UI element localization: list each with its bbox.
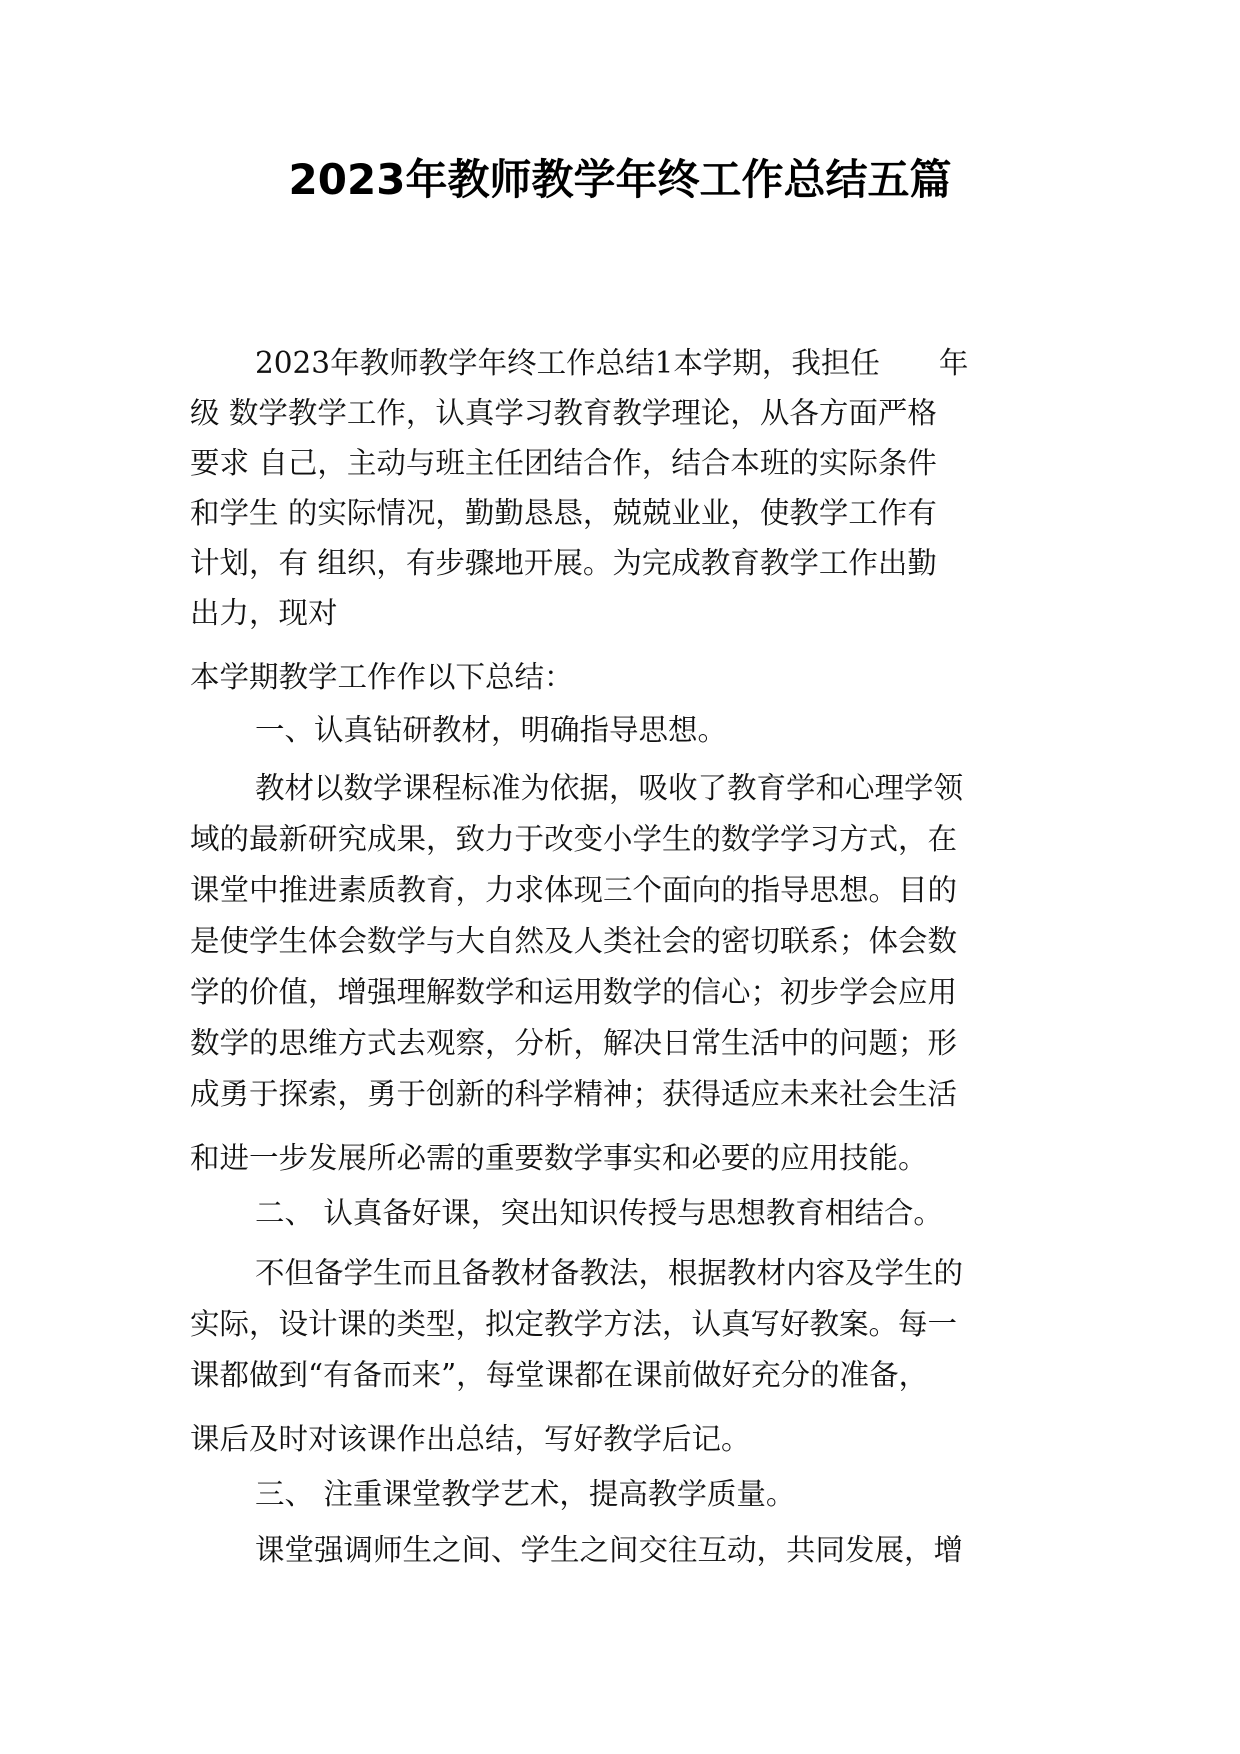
paragraph-line: 出力，现对 <box>190 596 338 630</box>
paragraph-line: 成勇于探索，勇于创新的科学精神；获得适应未来社会生活 <box>190 1077 958 1111</box>
paragraph-line: 课堂强调师生之间、学生之间交往互动，共同发展，增 <box>255 1533 964 1567</box>
paragraph-line: 计划，有 组织，有步骤地开展。为完成教育教学工作出勤 <box>190 546 937 580</box>
section-heading: 二、 认真备好课，突出知识传授与思想教育相结合。 <box>255 1196 943 1230</box>
paragraph-line: 2023年教师教学年终工作总结1本学期，我担任 年 <box>255 346 969 380</box>
paragraph-line: 课堂中推进素质教育，力求体现三个面向的指导思想。目的 <box>190 873 958 907</box>
paragraph-line: 课都做到“有备而来”，每堂课都在课前做好充分的准备， <box>190 1358 929 1392</box>
paragraph-line: 课后及时对该课作出总结，写好教学后记。 <box>190 1422 751 1456</box>
paragraph-line: 和学生 的实际情况，勤勤恳恳，兢兢业业，使教学工作有 <box>190 496 937 530</box>
paragraph-line: 不但备学生而且备教材备教法，根据教材内容及学生的 <box>255 1256 964 1290</box>
paragraph-line: 本学期教学工作作以下总结： <box>190 660 574 694</box>
paragraph-line: 要求 自己，主动与班主任团结合作，结合本班的实际条件 <box>190 446 937 480</box>
paragraph-line: 是使学生体会数学与大自然及人类社会的密切联系；体会数 <box>190 924 958 958</box>
paragraph-line: 域的最新研究成果，致力于改变小学生的数学学习方式，在 <box>190 822 958 856</box>
section-heading: 三、 注重课堂教学艺术，提高教学质量。 <box>255 1477 796 1511</box>
paragraph-line: 教材以数学课程标准为依据，吸收了教育学和心理学领 <box>255 771 964 805</box>
paragraph-line: 和进一步发展所必需的重要数学事实和必要的应用技能。 <box>190 1141 928 1175</box>
paragraph-line: 级 数学教学工作，认真学习教育教学理论，从各方面严格 <box>190 396 937 430</box>
paragraph-line: 实际，设计课的类型，拟定教学方法，认真写好教案。每一 <box>190 1307 958 1341</box>
paragraph-line: 数学的思维方式去观察，分析，解决日常生活中的问题；形 <box>190 1026 958 1060</box>
paragraph-line: 学的价值，增强理解数学和运用数学的信心；初步学会应用 <box>190 975 958 1009</box>
section-heading: 一、认真钻研教材，明确指导思想。 <box>255 713 728 747</box>
document-title: 2023年教师教学年终工作总结五篇 <box>288 155 952 204</box>
